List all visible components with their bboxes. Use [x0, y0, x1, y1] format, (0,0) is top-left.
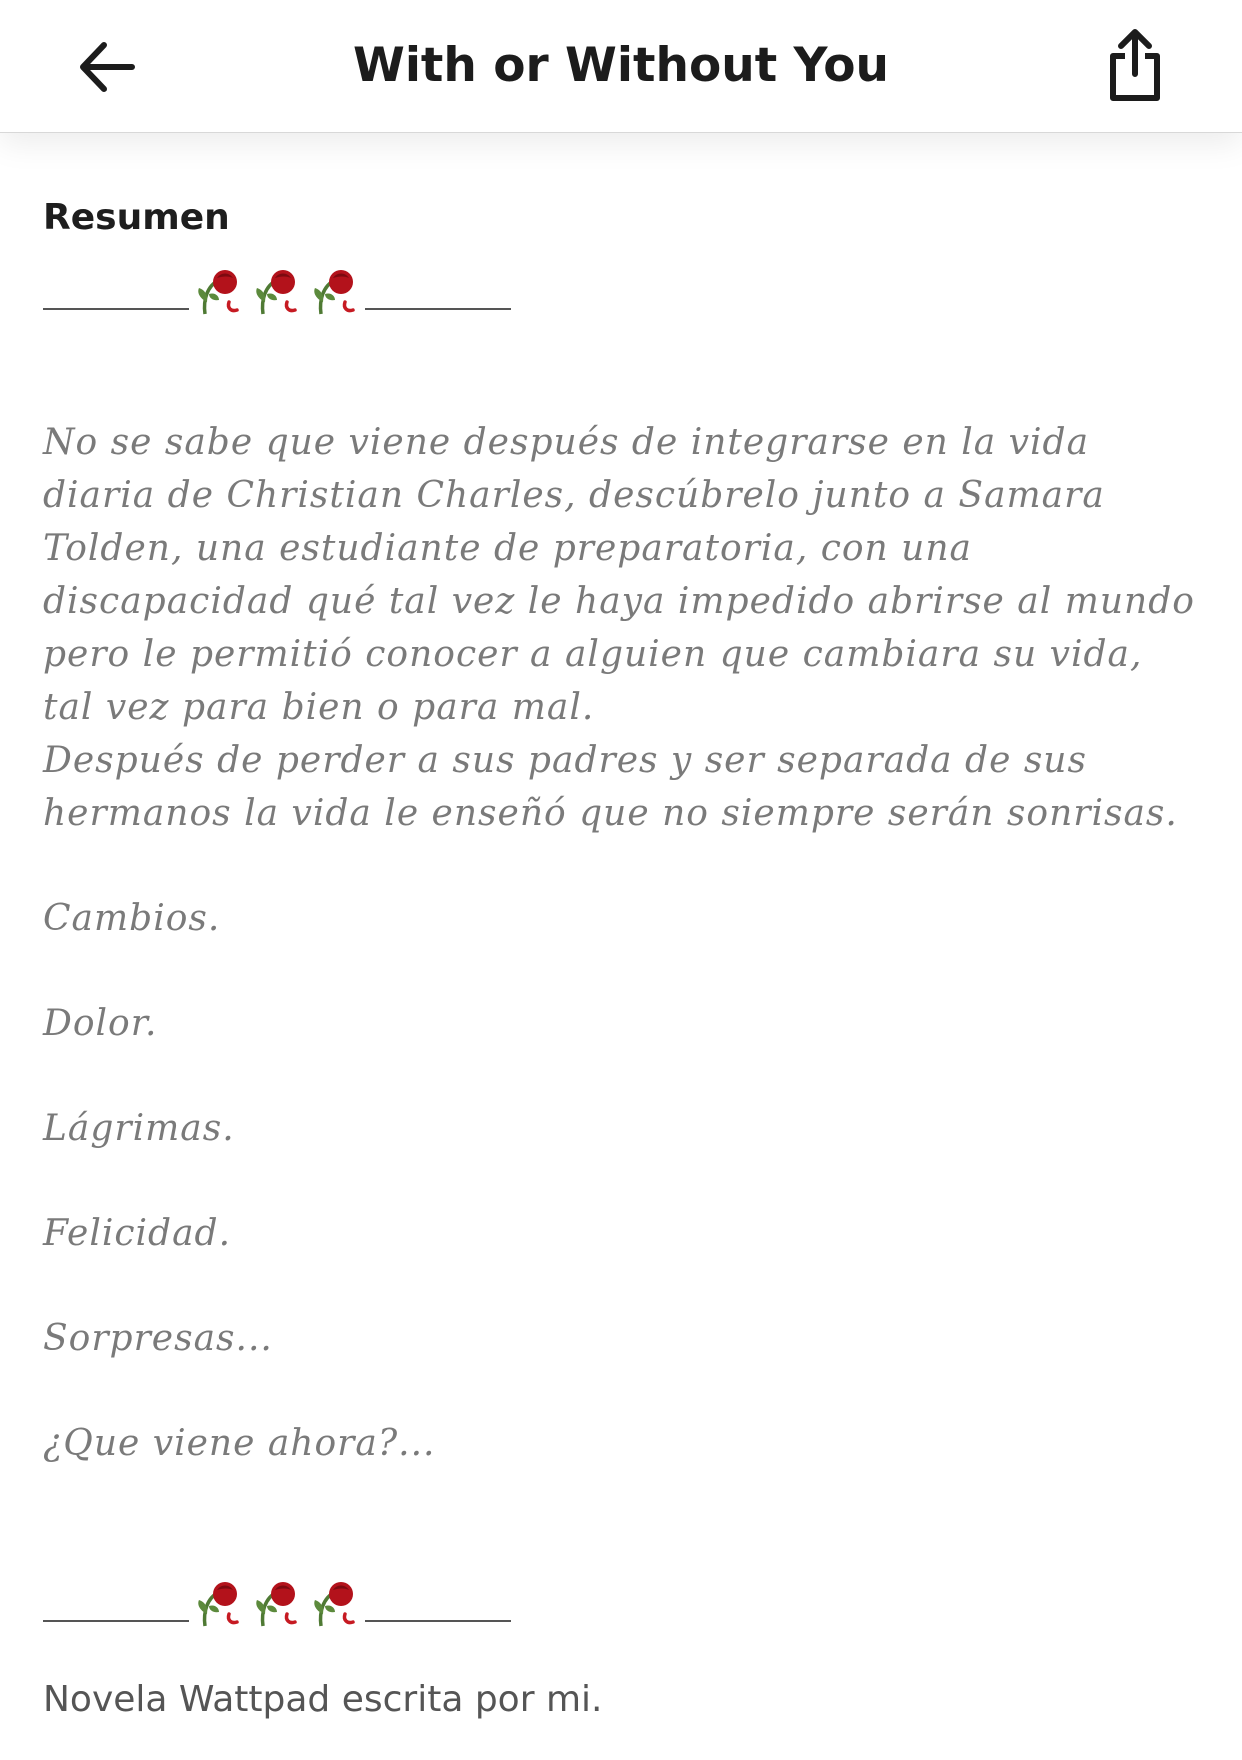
wilted-rose-icon	[251, 1574, 303, 1628]
wilted-rose-icon	[251, 262, 303, 316]
summary-heading: Resumen	[43, 197, 230, 238]
divider-line-right	[365, 1620, 511, 1622]
summary-body	[43, 416, 1203, 1470]
divider-line-left	[43, 1620, 189, 1622]
wilted-rose-icon	[309, 1574, 361, 1628]
divider-line-left	[43, 308, 189, 310]
wilted-rose-group	[193, 1574, 361, 1628]
divider-line-right	[365, 308, 511, 310]
author-note: Novela Wattpad escrita por mi.	[43, 1679, 603, 1720]
summary-word: Felicidad.	[43, 1213, 232, 1254]
wilted-rose-icon	[193, 1574, 245, 1628]
wilted-rose-group	[193, 262, 361, 316]
share-button[interactable]	[1090, 20, 1180, 110]
summary-word: Sorpresas...	[43, 1318, 273, 1359]
summary-paragraph: Después de perder a sus padres y ser separada de sus hermanos la vida le enseñó que no siempre serán sonrisas.	[43, 740, 1178, 834]
story-title: With or Without You	[352, 38, 889, 93]
rose-divider	[43, 258, 1203, 316]
summary-word: Lágrimas.	[43, 1108, 235, 1149]
top-bar	[0, 0, 1242, 133]
back-button[interactable]	[62, 22, 152, 112]
wilted-rose-icon	[309, 262, 361, 316]
summary-word: Dolor.	[43, 1003, 158, 1044]
arrow-left-icon	[74, 34, 140, 100]
share-icon	[1105, 26, 1165, 104]
rose-divider	[43, 1570, 1203, 1628]
summary-paragraph: No se sabe que viene después de integrarse en la vida diaria de Christian Charles, descúbrelo junto a Samara Tolden, una estudiante de preparatoria, con una discapacidad qué tal vez le haya impedido abrirse al mundo pero le permitió conocer a alguien que cambiara su vida, tal vez para bien o para mal.	[43, 422, 1195, 728]
summary-question: ¿Que viene ahora?...	[43, 1423, 436, 1464]
summary-word: Cambios.	[43, 898, 221, 939]
wilted-rose-icon	[193, 262, 245, 316]
story-details	[43, 190, 1203, 1728]
